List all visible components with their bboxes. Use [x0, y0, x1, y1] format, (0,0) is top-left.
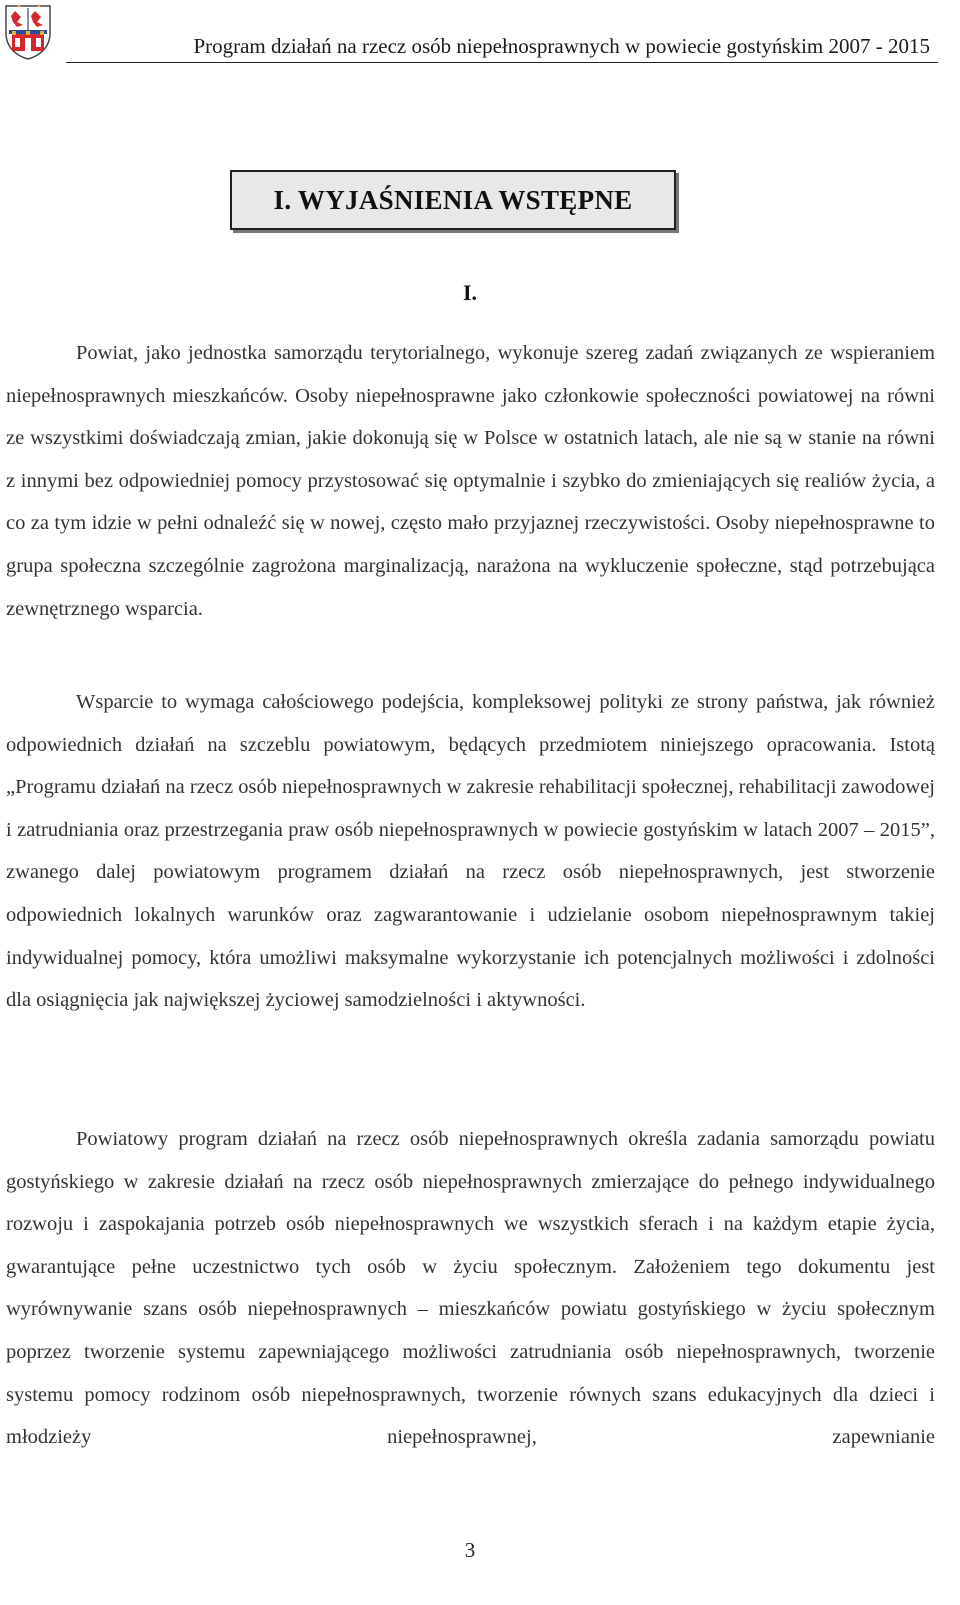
page-number: 3	[464, 1538, 476, 1562]
document-header-title: Program działań na rzecz osób niepełnosprawnych w powiecie gostyńskim 2007 - 2015	[193, 34, 930, 58]
body-paragraph: Wsparcie to wymaga całościowego podejścia, kompleksowej polityki ze strony państwa, jak również odpowiednich działań na szczeblu powiatowym, będących przedmiotem niniejszego opracowania. Istotą „Programu działań na rzecz osób niepełnosprawnych w zakresie rehabilitacji społecznej, rehabilitacji zawodowej i zatrudniania oraz przestrzegania praw osób niepełnosprawnych w powiecie gostyńskim w latach 2007 – 2015”, zwanego dalej powiatowym programem działań na rzecz osób niepełnosprawnych, jest stworzenie odpowiednich lokalnych warunków oraz zagwarantowanie i udzielanie osobom niepełnosprawnym takiej indywidualnej pomocy, która umożliwi maksymalne wykorzystanie ich potencjalnych możliwości i zdolności dla osiągnięcia jak największej życiowej samodzielności i aktywności.	[6, 691, 935, 1012]
header-divider	[66, 62, 938, 63]
section-heading: I. WYJAŚNIENIA WSTĘPNE	[273, 184, 633, 215]
body-paragraph: Powiat, jako jednostka samorządu terytorialnego, wykonuje szereg zadań związanych ze wspieraniem niepełnosprawnych mieszkańców. Osoby niepełnosprawne jako członkowie społeczności powiatowej na równi ze wszystkimi doświadczają zmian, jakie dokonują się w Polsce w ostatnich latach, ale nie są w stanie na równi z innymi bez odpowiedniej pomocy przystosować się optymalnie i szybko do zmieniających się realiów życia, a co za tym idzie w pełni odnaleźć się w nowej, często mało przyjaznej rzeczywistości. Osoby niepełnosprawne to grupa społeczna szczególnie zagrożona marginalizacją, narażona na wykluczenie społeczne, stąd potrzebująca zewnętrznego wsparcia.	[6, 342, 935, 620]
subsection-number: I.	[462, 280, 478, 305]
body-paragraph: Powiatowy program działań na rzecz osób niepełnosprawnych określa zadania samorządu powiatu gostyńskiego w zakresie działań na rzecz osób niepełnosprawnych zmierzające do pełnego indywidualnego rozwoju i zaspokajania potrzeb osób niepełnosprawnych we wszystkich sferach i na każdym etapie życia, gwarantujące pełne uczestnictwo tych osób w życiu społecznym. Założeniem tego dokumentu jest wyrównywanie szans osób niepełnosprawnych – mieszkańców powiatu gostyńskiego w życiu społecznym poprzez tworzenie systemu zapewniającego możliwości zatrudniania osób niepełnosprawnych, tworzenie systemu pomocy rodzinom osób niepełnosprawnych, tworzenie równych szans edukacyjnych dla dzieci i młodzieży niepełnosprawnej, zapewnianie	[6, 1128, 935, 1449]
section-heading-box	[230, 170, 676, 230]
coat-of-arms-icon	[3, 3, 53, 61]
